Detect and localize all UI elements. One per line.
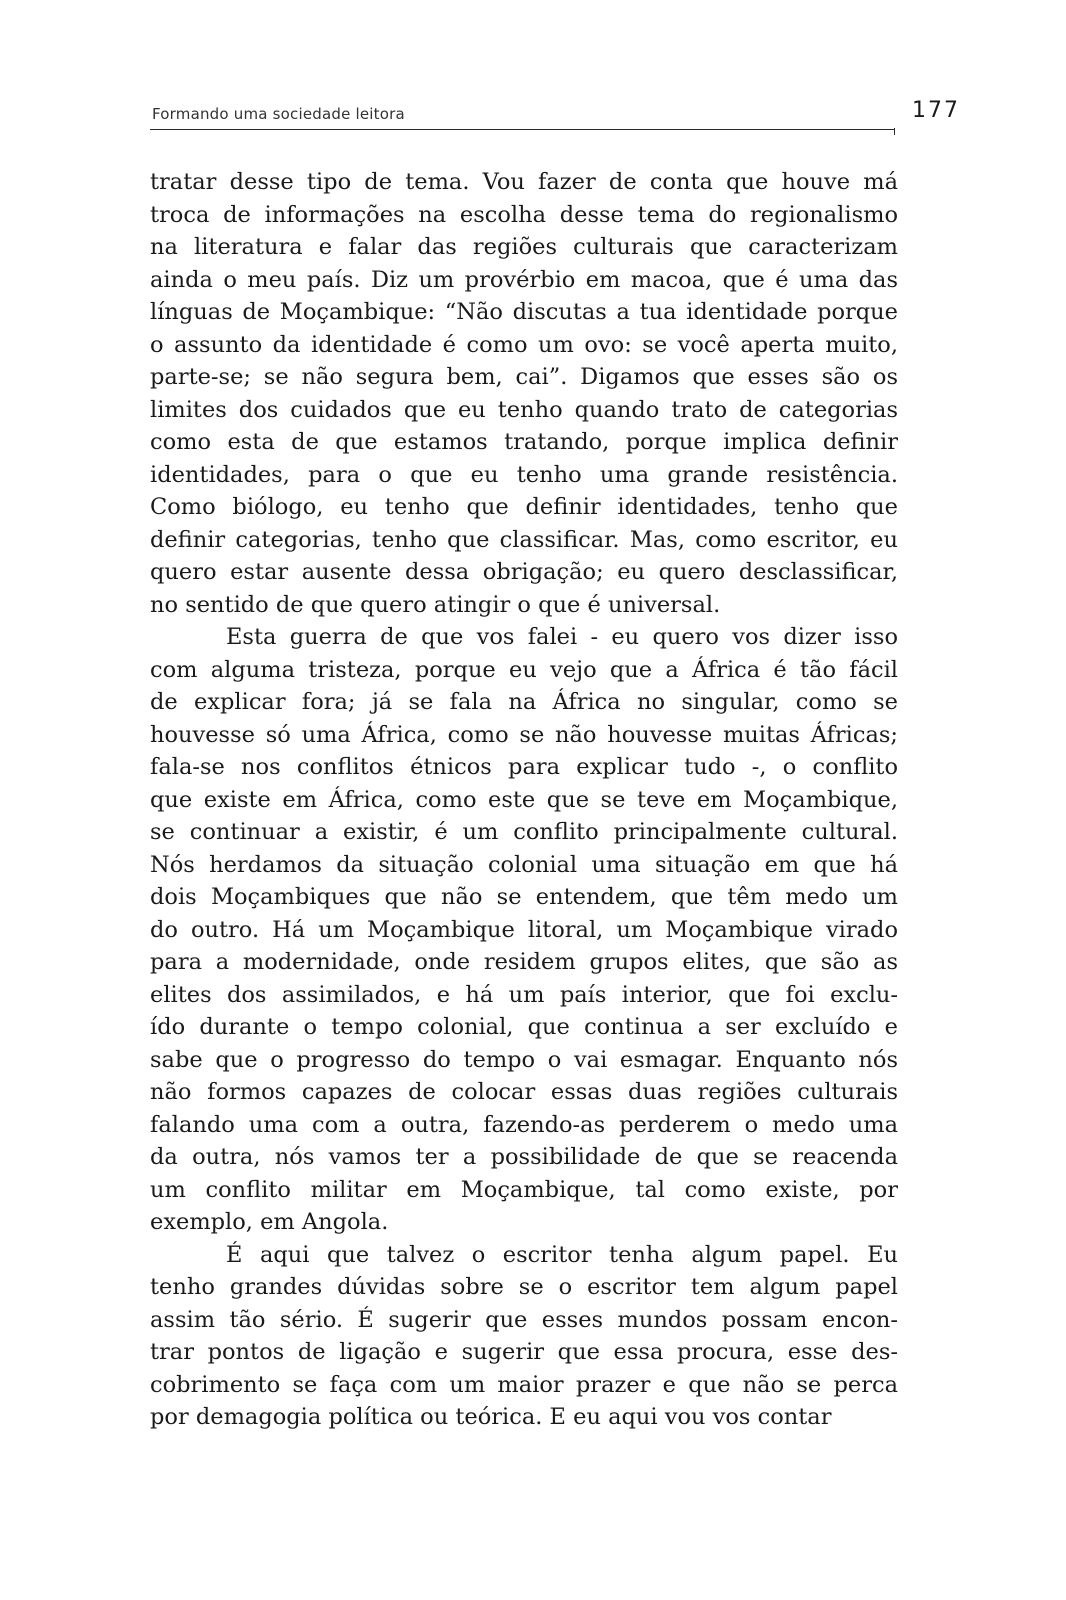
paragraph: [150, 166, 898, 621]
text-line: definir categorias, tenho que classificar. Mas, como escritor, eu: [150, 526, 898, 553]
text-line: da outra, nós vamos ter a possibilidade de que se reacenda: [150, 1144, 898, 1170]
page-number: 177: [912, 98, 960, 123]
text-line: para a modernidade, onde residem grupos elites, que são as: [150, 949, 898, 975]
text-line: quero estar ausente dessa obrigação; eu quero desclassificar,: [150, 559, 898, 585]
running-title: Formando uma sociedade leitora: [152, 105, 405, 123]
text-line: elites dos assimilados, e há um país interior, que foi exclu-: [150, 981, 898, 1008]
text-line: o assunto da identidade é como um ovo: se você aperta muito,: [150, 331, 898, 358]
text-line: tenho grandes dúvidas sobre se o escritor tem algum papel: [150, 1274, 898, 1300]
text-line: ainda o meu país. Diz um provérbio em macoa, que é uma das: [150, 266, 898, 293]
text-line: parte-se; se não segura bem, cai”. Digamos que esses são os: [150, 364, 898, 390]
text-line: É aqui que talvez o escritor tenha algum papel. Eu: [226, 1241, 898, 1268]
running-header: [150, 101, 895, 130]
text-line: fala-se nos conflitos étnicos para explicar tudo -, o conflito: [150, 754, 898, 780]
header-rule-tick: [894, 128, 896, 135]
text-line: com alguma tristeza, porque eu vejo que a África é tão fácil: [150, 656, 898, 683]
paragraph: [150, 621, 898, 1239]
text-line: Nós herdamos da situação colonial uma situação em que há: [150, 851, 898, 878]
text-line: trar pontos de ligação e sugerir que essa procura, esse des-: [150, 1339, 898, 1365]
text-line: um conflito militar em Moçambique, tal como existe, por: [150, 1176, 898, 1203]
text-line: limites dos cuidados que eu tenho quando trato de categorias: [150, 396, 898, 423]
paragraph: [150, 1239, 898, 1434]
text-line: no sentido de que quero atingir o que é universal.: [150, 591, 721, 618]
text-line: assim tão sério. É sugerir que esses mundos possam encon-: [150, 1306, 898, 1333]
text-line: cobrimento se faça com um maior prazer e que não se perca: [150, 1371, 898, 1398]
text-line: identidades, para o que eu tenho uma grande resistência.: [150, 461, 898, 488]
text-line: do outro. Há um Moçambique litoral, um Moçambique virado: [150, 916, 898, 943]
text-line: que existe em África, como este que se teve em Moçambique,: [150, 786, 898, 813]
text-line: línguas de Moçambique: “Não discutas a tua identidade porque: [150, 299, 898, 325]
text-line: falando uma com a outra, fazendo-as perderem o medo uma: [150, 1111, 898, 1138]
text-line: tratar desse tipo de tema. Vou fazer de conta que houve má: [150, 169, 898, 195]
text-line: houvesse só uma África, como se não houvesse muitas Áfricas;: [150, 721, 898, 748]
text-line: dois Moçambiques que não se entendem, que têm medo um: [150, 884, 898, 910]
text-line: como esta de que estamos tratando, porque implica definir: [150, 429, 898, 455]
text-line: se continuar a existir, é um conflito principalmente cultural.: [150, 819, 898, 845]
text-line: não formos capazes de colocar essas duas regiões culturais: [150, 1079, 898, 1105]
text-line: ído durante o tempo colonial, que continua a ser excluído e: [150, 1014, 898, 1040]
text-line: de explicar fora; já se fala na África no singular, como se: [150, 689, 898, 715]
text-line: sabe que o progresso do tempo o vai esmagar. Enquanto nós: [150, 1046, 898, 1073]
text-line: troca de informações na escolha desse tema do regionalismo: [150, 201, 898, 228]
text-line: Esta guerra de que vos falei - eu quero vos dizer isso: [226, 624, 898, 650]
text-line: exemplo, em Angola.: [150, 1209, 389, 1235]
text-line: Como biólogo, eu tenho que definir identidades, tenho que: [150, 494, 898, 520]
body-text: [150, 166, 898, 1434]
text-line: por demagogia política ou teórica. E eu aqui vou vos contar: [150, 1404, 832, 1430]
text-line: na literatura e falar das regiões culturais que caracterizam: [150, 234, 898, 260]
